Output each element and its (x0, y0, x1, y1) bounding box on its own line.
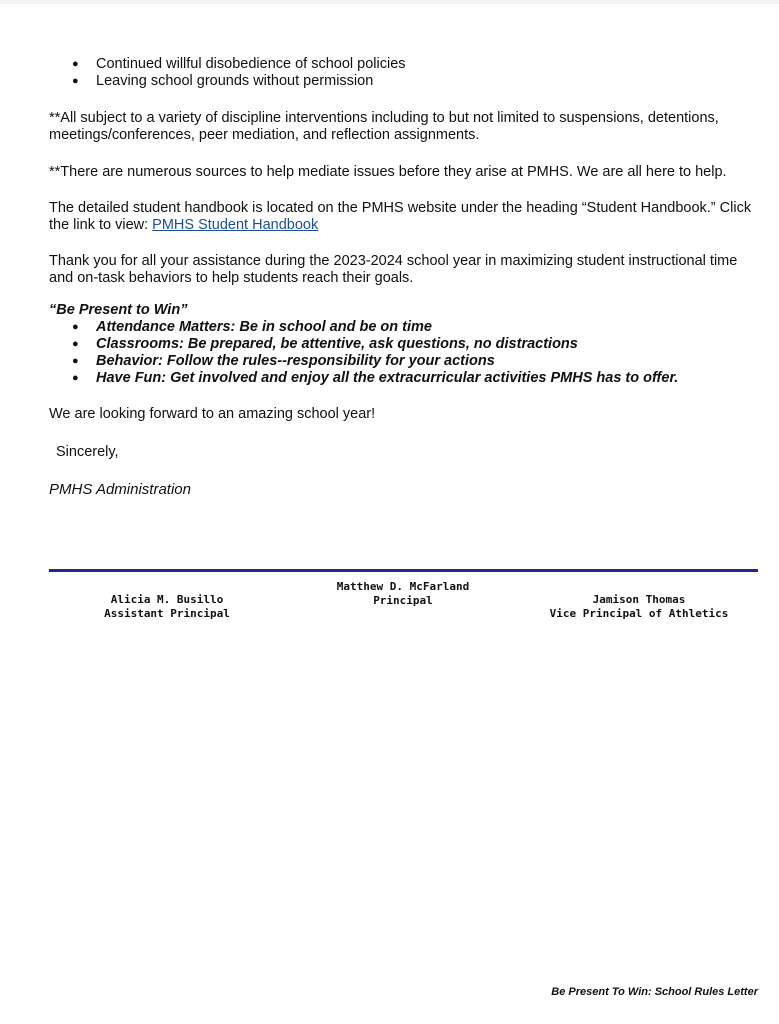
page-footer: Be Present To Win: School Rules Letter (551, 986, 758, 998)
forward-paragraph: We are looking forward to an amazing school year! (49, 406, 376, 422)
list-item: ● Attendance Matters: Be in school and be on time (72, 319, 678, 336)
handbook-paragraph (49, 200, 761, 234)
sources-paragraph: **There are numerous sources to help mediate issues before they arise at PMHS. We are all here to help. (49, 164, 727, 180)
signature-admin: PMHS Administration (49, 481, 191, 498)
staff-name: Jamison Thomas (592, 593, 686, 606)
rules-bullet-list (72, 56, 406, 90)
motto-list (72, 319, 678, 387)
handbook-text: The detailed student handbook is located on the PMHS website under the heading “Student Handbook.” Click the link to view: (49, 200, 752, 233)
staff-name: Matthew D. McFarland (336, 580, 470, 593)
list-item: ● Have Fun: Get involved and enjoy all the extracurricular activities PMHS has to offer. (72, 370, 678, 387)
thanks-paragraph: Thank you for all your assistance during the 2023-2024 school year in maximizing student instructional time and on-task behaviors to help students reach their goals. (49, 253, 738, 286)
staff-name: Alicia M. Busillo (110, 593, 224, 606)
staff-title: Vice Principal of Athletics (549, 607, 729, 620)
list-item: ● Continued willful disobedience of school policies (72, 56, 406, 73)
handbook-link[interactable]: PMHS Student Handbook (152, 217, 319, 233)
document-page (0, 4, 779, 1024)
motto-title: “Be Present to Win” (49, 302, 188, 318)
closing-sincerely: Sincerely, (56, 444, 119, 460)
divider (49, 569, 758, 572)
list-item: ● Classrooms: Be prepared, be attentive, ask questions, no distractions (72, 336, 678, 353)
staff-left (82, 593, 252, 621)
staff-center (313, 580, 493, 608)
list-item: ● Behavior: Follow the rules--responsibility for your actions (72, 353, 678, 370)
staff-title: Principal (373, 594, 433, 607)
list-item: ● Leaving school grounds without permission (72, 73, 406, 90)
discipline-paragraph: **All subject to a variety of discipline interventions including to but not limited to suspensions, detentions, meetings/conferences, peer mediation, and reflection assignments. (49, 110, 719, 143)
staff-title: Assistant Principal (104, 607, 230, 620)
staff-right (539, 593, 739, 621)
